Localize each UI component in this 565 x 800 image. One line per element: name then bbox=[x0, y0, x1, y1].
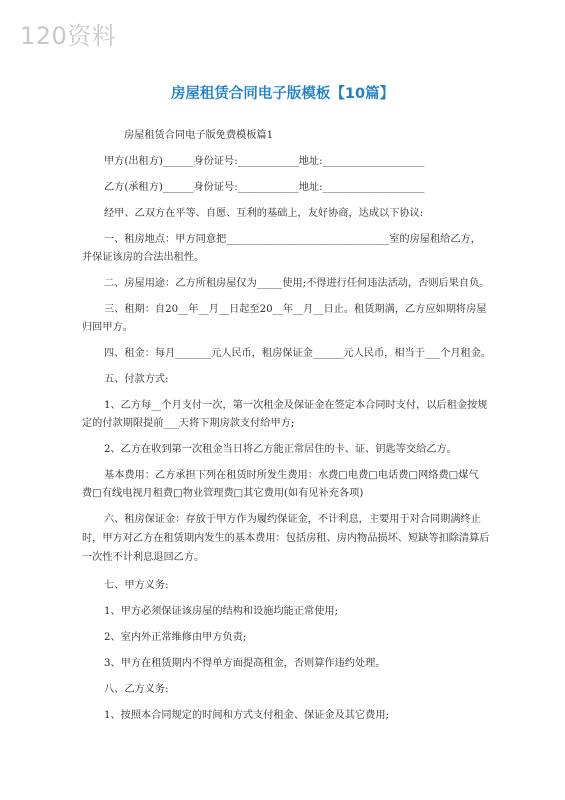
payment-1-line-2: 定的付款期限提前___天将下期房款支付给甲方; bbox=[82, 418, 295, 429]
payment-2-line: 2、乙方在收到第一次租金当日将乙方能正常居住的卡、证、钥匙等交给乙方。 bbox=[104, 444, 457, 455]
clause-1-line-2: 并保证该房的合法出租性。 bbox=[82, 252, 205, 263]
clause-1-line-1: 一、租房地点：甲方同意把________________________________室的房屋租给乙方， bbox=[104, 234, 481, 245]
party-b-line: 乙方(承租方)______身份证号:____________地址:____________________ bbox=[104, 182, 425, 193]
clause-2-line: 二、房屋用途：乙方所租房屋仅为_____使用;不得进行任何违法活动，否则后果自负。 bbox=[104, 278, 490, 289]
subtitle: 房屋租赁合同电子版免费模板篇1 bbox=[124, 130, 274, 141]
clause-3-line-1: 三、租期：自20__年__月__日起至20__年__月__日止。租赁期满，乙方应如期将房屋 bbox=[104, 304, 487, 315]
clause-7-heading: 七、甲方义务: bbox=[104, 580, 169, 591]
payment-1-line-1: 1、乙方每__个月支付一次，第一次租金及保证金在签定本合同时支付，以后租金按规 bbox=[104, 400, 488, 411]
document-title: 房屋租赁合同电子版模板【10篇】 bbox=[170, 86, 395, 102]
obligation-a-3: 3、甲方在租赁期内不得单方面提高租金，否则算作违约处理。 bbox=[104, 658, 386, 669]
clause-3-line-2: 归回甲方。 bbox=[82, 322, 133, 333]
clause-6-line-2: 时，甲方对乙方在租赁期内发生的基本费用：包括房租、房内物品损坏、短缺等扣除清算后 bbox=[82, 533, 490, 544]
clause-6-line-1: 六、租房保证金：存放于甲方作为履约保证金，不计利息，主要用于对合同期满终止 bbox=[104, 514, 481, 525]
obligation-a-2: 2、室内外正常维修由甲方负责; bbox=[104, 632, 247, 643]
basic-fees-line-2: 费□有线电视月租费□物业管理费□其它费用(如有见补充各项) bbox=[82, 488, 364, 499]
clause-8-heading: 八、乙方义务: bbox=[104, 684, 169, 695]
party-a-line: 甲方(出租方)______身份证号:____________地址:____________________ bbox=[104, 156, 425, 167]
watermark-logo: 120资料 bbox=[20, 22, 117, 50]
basic-fees-line-1: 基本费用：乙方承担下列在租赁时所发生费用：水费□电费□电话费□网络费□煤气 bbox=[104, 470, 479, 481]
obligation-b-1: 1、按照本合同规定的时间和方式支付租金、保证金及其它费用; bbox=[104, 710, 389, 721]
clause-6-line-3: 一次性不计利息退回乙方。 bbox=[82, 552, 205, 563]
agreement-intro: 经甲、乙双方在平等、自愿、互利的基础上，友好协商，达成以下协议: bbox=[104, 208, 424, 219]
obligation-a-1: 1、甲方必须保证该房屋的结构和设施均能正常使用; bbox=[104, 606, 339, 617]
clause-5-heading: 五、付款方式: bbox=[104, 374, 169, 385]
clause-4-line: 四、租金：每月_______元人民币，租房保证金______元人民币，相当于___个月租金。 bbox=[104, 348, 492, 359]
